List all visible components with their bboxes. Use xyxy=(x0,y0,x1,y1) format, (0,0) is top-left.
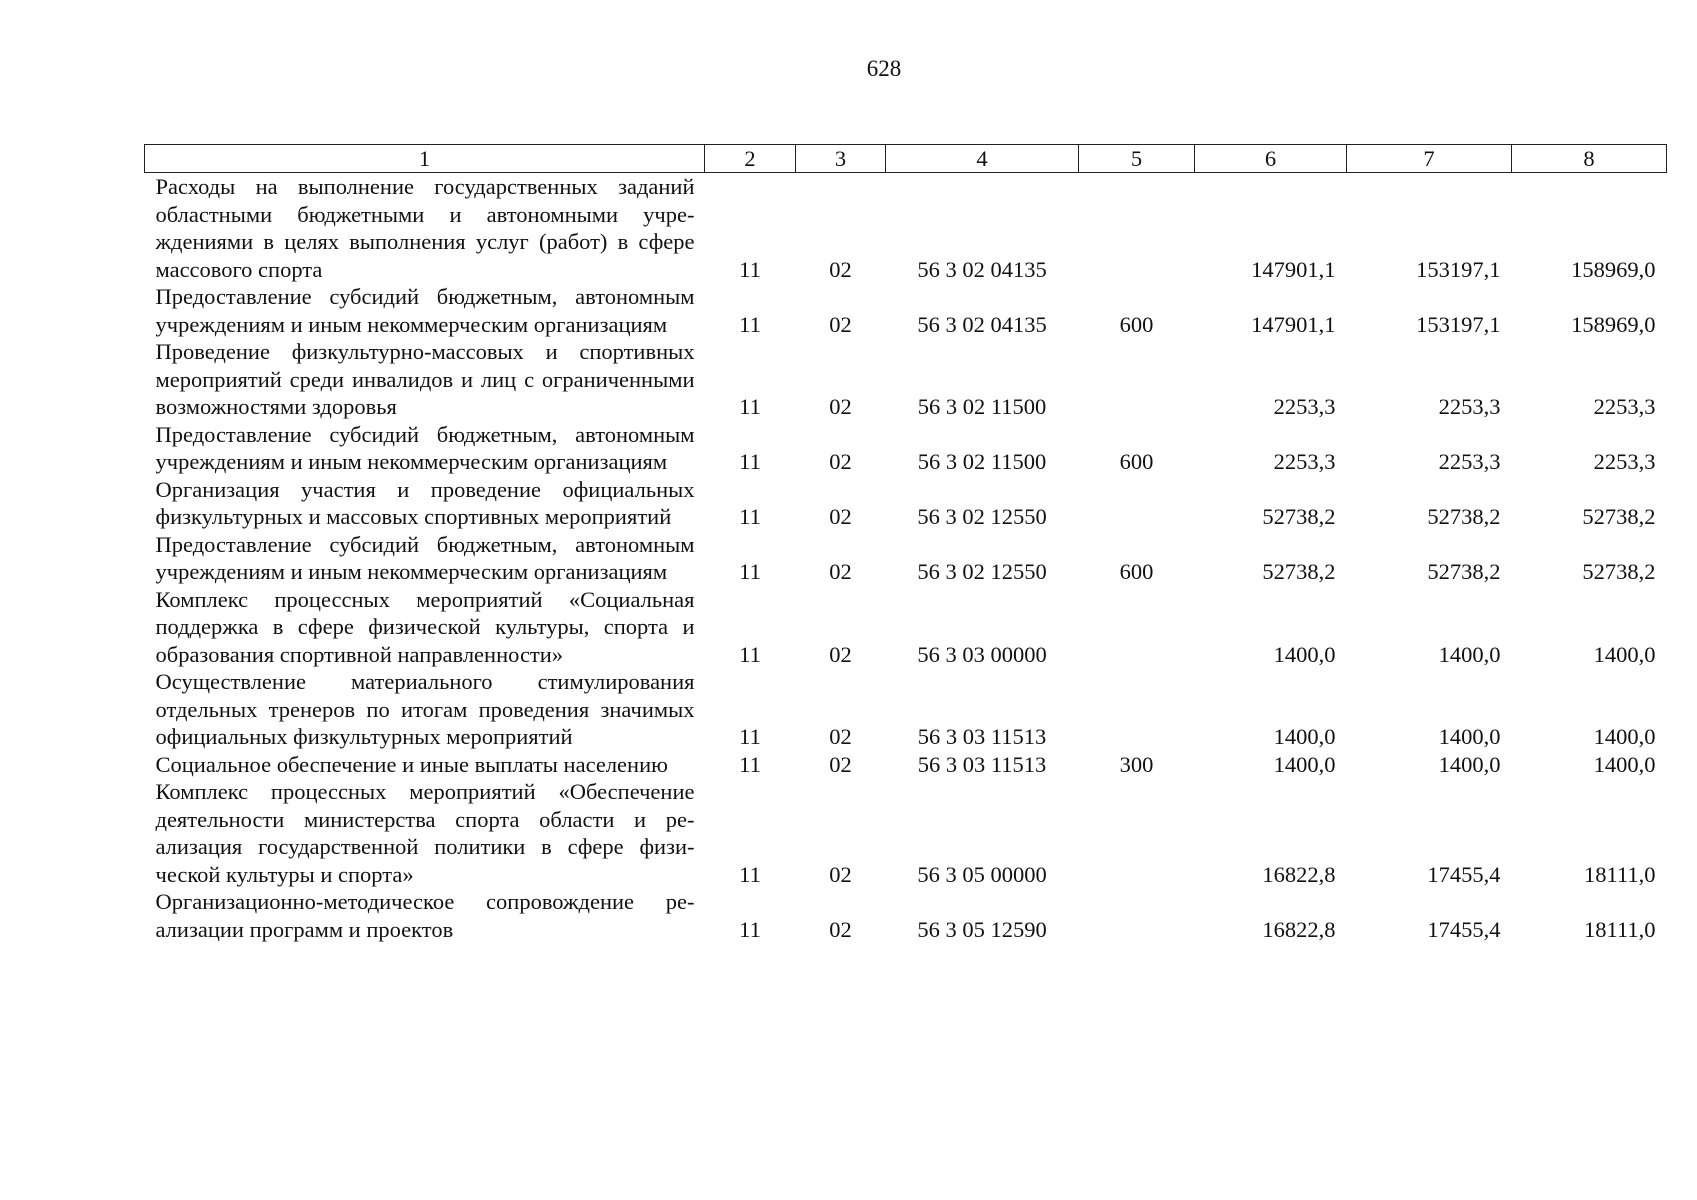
row-expense-type xyxy=(1079,173,1195,284)
row-name: Социальное обеспечение и иные выплаты населению xyxy=(155,751,668,777)
row-target-article: 56 3 02 04135 xyxy=(917,311,1047,337)
row-subsection: 02 xyxy=(829,724,852,749)
row-subsection: 02 xyxy=(829,559,852,584)
row-target-article: 56 3 02 11500 xyxy=(917,449,1047,474)
row-target-article: 56 3 02 12550 xyxy=(917,504,1047,529)
row-expense-type xyxy=(1079,476,1195,531)
header-col-2: 2 xyxy=(705,145,796,173)
row-subsection: 02 xyxy=(829,256,852,282)
row-name: Предоставление субсидий бюджетным, автономным учреждениям и иным некоммерческим организациям xyxy=(155,531,695,584)
budget-table xyxy=(144,144,1667,943)
row-section: 11 xyxy=(739,559,761,584)
table-row xyxy=(145,421,1667,476)
header-col-6: 6 xyxy=(1195,145,1347,173)
row-name: Комплекс процессных мероприятий «Обеспечение деятельности министерства спорта области и реализация государственной политики в сфере физической культуры и спорта» xyxy=(155,779,695,887)
row-target-article: 56 3 02 12550 xyxy=(917,559,1047,584)
row-name: Расходы на выполнение государственных заданий областными бюджетными и автономными учреждениями в целях выполнения услуг (работ) в сфере массового спорта xyxy=(155,174,695,282)
row-subsection: 02 xyxy=(829,861,852,887)
row-target-article: 56 3 03 11513 xyxy=(917,751,1047,777)
row-name: Предоставление субсидий бюджетным, автономным учреждениям и иным некоммерческим организациям xyxy=(155,421,695,474)
table-row xyxy=(145,586,1667,669)
row-expense-type xyxy=(1079,888,1195,943)
row-expense-type xyxy=(1079,668,1195,751)
table-row xyxy=(145,888,1667,943)
row-amount-col6: 2253,3 xyxy=(1273,449,1336,474)
row-amount-col8: 18111,0 xyxy=(1584,861,1656,887)
row-amount-col6: 52738,2 xyxy=(1262,559,1336,584)
row-name: Комплекс процессных мероприятий «Социальная поддержка в сфере физической культуры, спорта и образования спортивной направленности» xyxy=(155,586,695,667)
table-row xyxy=(145,173,1667,284)
row-amount-col7: 2253,3 xyxy=(1438,449,1501,474)
row-subsection: 02 xyxy=(829,751,852,777)
table-row xyxy=(145,668,1667,751)
row-amount-col6: 147901,1 xyxy=(1251,311,1336,337)
row-amount-col8: 158969,0 xyxy=(1571,311,1656,337)
row-section: 11 xyxy=(739,641,761,667)
row-section: 11 xyxy=(739,751,761,777)
row-amount-col6: 16822,8 xyxy=(1262,916,1336,942)
row-expense-type xyxy=(1079,338,1195,421)
row-section: 11 xyxy=(739,916,761,942)
header-col-8: 8 xyxy=(1512,145,1667,173)
row-section: 11 xyxy=(739,394,761,419)
row-section: 11 xyxy=(739,449,761,474)
row-amount-col8: 52738,2 xyxy=(1582,559,1656,584)
row-amount-col8: 158969,0 xyxy=(1571,256,1656,282)
row-section: 11 xyxy=(739,504,761,529)
row-subsection: 02 xyxy=(829,311,852,337)
row-amount-col8: 2253,3 xyxy=(1593,394,1656,419)
row-name: Организация участия и проведение официальных физкультурных и массовых спортивных мероприятий xyxy=(155,476,695,529)
row-target-article: 56 3 03 11513 xyxy=(917,724,1047,749)
row-subsection: 02 xyxy=(829,449,852,474)
row-target-article: 56 3 03 00000 xyxy=(917,641,1047,667)
row-amount-col7: 1400,0 xyxy=(1438,724,1501,749)
row-amount-col7: 52738,2 xyxy=(1427,504,1501,529)
row-amount-col6: 1400,0 xyxy=(1273,724,1336,749)
row-expense-type: 600 xyxy=(1119,449,1154,474)
row-expense-type: 300 xyxy=(1119,751,1154,777)
row-amount-col7: 52738,2 xyxy=(1427,559,1501,584)
row-subsection: 02 xyxy=(829,641,852,667)
table-row xyxy=(145,338,1667,421)
row-section: 11 xyxy=(739,311,761,337)
row-name: Осуществление материального стимулирования отдельных тренеров по итогам проведения значимых официальных физкультурных мероприятий xyxy=(155,669,695,749)
header-col-7: 7 xyxy=(1347,145,1512,173)
table-row xyxy=(145,778,1667,888)
row-name: Предоставление субсидий бюджетным, автономным учреждениям и иным некоммерческим организациям xyxy=(155,284,695,337)
row-expense-type xyxy=(1079,778,1195,888)
row-amount-col7: 17455,4 xyxy=(1427,916,1501,942)
row-amount-col7: 2253,3 xyxy=(1438,394,1501,419)
row-subsection: 02 xyxy=(829,916,852,942)
row-amount-col8: 18111,0 xyxy=(1584,916,1656,942)
header-col-1: 1 xyxy=(145,145,705,173)
header-col-4: 4 xyxy=(886,145,1079,173)
header-row xyxy=(145,145,1667,173)
row-target-article: 56 3 05 00000 xyxy=(917,861,1047,887)
row-subsection: 02 xyxy=(829,504,852,529)
row-amount-col8: 1400,0 xyxy=(1593,724,1656,749)
row-amount-col6: 147901,1 xyxy=(1251,256,1336,282)
row-amount-col7: 1400,0 xyxy=(1438,751,1501,777)
row-amount-col8: 1400,0 xyxy=(1593,641,1656,667)
row-amount-col7: 153197,1 xyxy=(1416,256,1501,282)
row-amount-col6: 2253,3 xyxy=(1273,394,1336,419)
table-row xyxy=(145,476,1667,531)
page-number: 628 xyxy=(866,56,902,81)
row-target-article: 56 3 05 12590 xyxy=(917,916,1047,942)
row-subsection: 02 xyxy=(829,394,852,419)
row-amount-col8: 2253,3 xyxy=(1593,449,1656,474)
row-amount-col8: 52738,2 xyxy=(1582,504,1656,529)
table-row xyxy=(145,531,1667,586)
row-name: Проведение физкультурно-массовых и спортивных мероприятий среди инвалидов и лиц с ограниченными возможностями здоровья xyxy=(155,339,695,419)
row-expense-type xyxy=(1079,586,1195,669)
row-section: 11 xyxy=(739,256,761,282)
table-row xyxy=(145,751,1667,779)
header-col-3: 3 xyxy=(796,145,886,173)
row-amount-col7: 17455,4 xyxy=(1427,861,1501,887)
table-header xyxy=(145,145,1667,173)
row-amount-col6: 52738,2 xyxy=(1262,504,1336,529)
row-amount-col6: 1400,0 xyxy=(1273,641,1336,667)
row-name: Организационно-методическое сопровождение реализации программ и проектов xyxy=(155,889,695,942)
row-section: 11 xyxy=(739,724,761,749)
row-target-article: 56 3 02 04135 xyxy=(917,256,1047,282)
row-target-article: 56 3 02 11500 xyxy=(917,394,1047,419)
row-amount-col7: 153197,1 xyxy=(1416,311,1501,337)
header-col-5: 5 xyxy=(1079,145,1195,173)
row-expense-type: 600 xyxy=(1119,311,1154,337)
row-amount-col6: 1400,0 xyxy=(1273,751,1336,777)
row-amount-col7: 1400,0 xyxy=(1438,641,1501,667)
row-expense-type: 600 xyxy=(1119,559,1154,584)
table-row xyxy=(145,283,1667,338)
row-amount-col6: 16822,8 xyxy=(1262,861,1336,887)
table-body xyxy=(145,173,1667,944)
row-amount-col8: 1400,0 xyxy=(1593,751,1656,777)
row-section: 11 xyxy=(739,861,761,887)
